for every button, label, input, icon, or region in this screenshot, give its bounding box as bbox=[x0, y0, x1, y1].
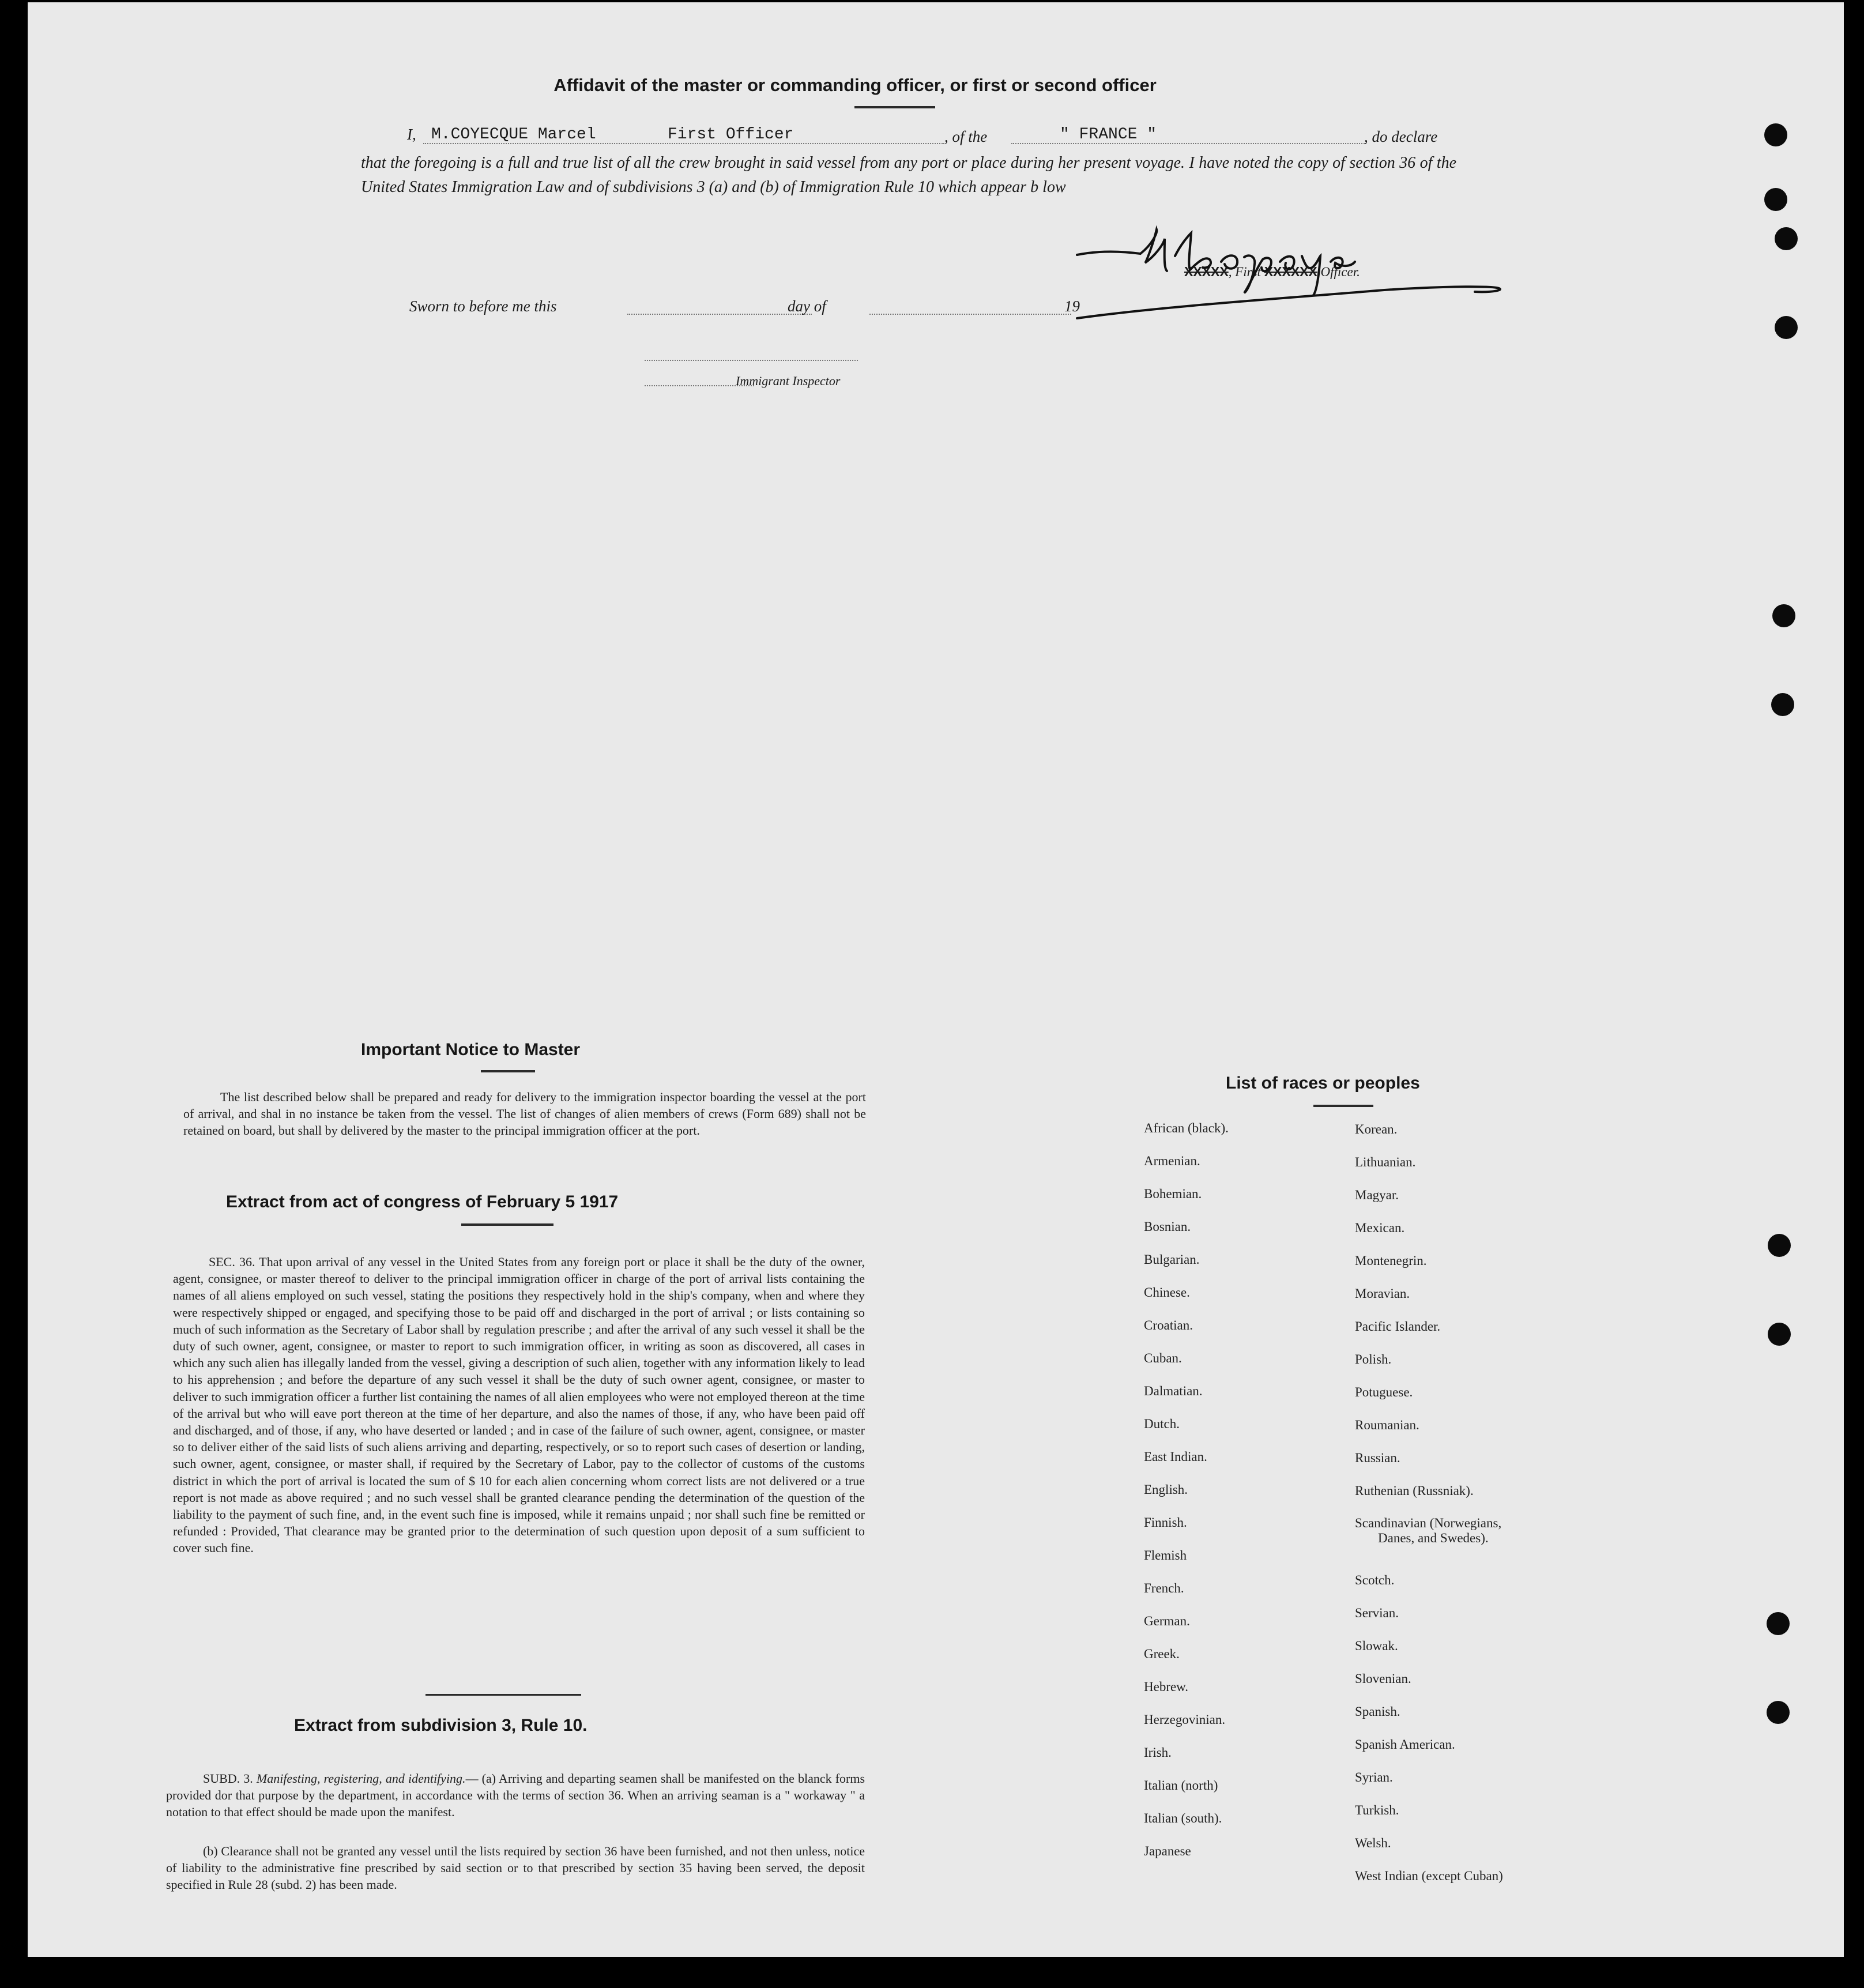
race-item: Polish. bbox=[1355, 1352, 1392, 1366]
binder-hole bbox=[1768, 1323, 1791, 1346]
race-item: Syrian. bbox=[1355, 1770, 1393, 1784]
race-item: Lithuanian. bbox=[1355, 1155, 1416, 1169]
race-item: Slovenian. bbox=[1355, 1671, 1411, 1686]
document-page bbox=[28, 2, 1844, 1957]
race-item: East Indian. bbox=[1144, 1449, 1207, 1464]
race-item: Cuban. bbox=[1144, 1351, 1182, 1365]
notice-title: Important Notice to Master bbox=[361, 1040, 581, 1059]
race-item: Potuguese. bbox=[1355, 1385, 1413, 1399]
subd-b-text: (b) Clearance shall not be granted any vessel until the lists required by section 36 have been furnished, and not then unless, notice of liability to the administrative fine prescribed by said section or to that prescribed by section 35 having been served, the deposit specified in Rule 28 (subd. 2) has been made. bbox=[166, 1844, 865, 1892]
race-item: German. bbox=[1144, 1614, 1190, 1628]
race-item: Russian. bbox=[1355, 1451, 1400, 1465]
vessel-line bbox=[1011, 143, 1366, 144]
sworn-month-line bbox=[869, 314, 1071, 315]
race-item: Bohemian. bbox=[1144, 1187, 1202, 1201]
race-item: Pacific Islander. bbox=[1355, 1319, 1441, 1334]
affidavit-body: that the foregoing is a full and true list of all the crew brought in said vessel from any port or place during her present voyage. I have noted the copy of section 36 of the United States Immigration Law and of subdivisions 3 (a) and (b) of Immigration Rule 10 which appear b low bbox=[361, 154, 1456, 196]
race-item: Finnish. bbox=[1144, 1515, 1187, 1530]
race-item: French. bbox=[1144, 1581, 1184, 1595]
officer-label: Officer. bbox=[1320, 265, 1360, 279]
race-item: Hebrew. bbox=[1144, 1680, 1189, 1694]
race-item: Chinese. bbox=[1144, 1285, 1190, 1300]
race-item: African (black). bbox=[1144, 1121, 1229, 1135]
rule-title: Extract from subdivision 3, Rule 10. bbox=[294, 1716, 588, 1735]
act-end-rule bbox=[425, 1694, 581, 1696]
race-item: Italian (north) bbox=[1144, 1778, 1218, 1793]
notice-text: The list described below shall be prepared and ready for delivery to the immigration inspector boarding the vessel at the port of arrival, and shal in no instance be taken from the vessel. The list of changes of alien members of crews (Form 689) shall not be retained on board, but shall by delivered by the master to the principal immigration officer at the port. bbox=[183, 1090, 866, 1138]
act-rule bbox=[461, 1223, 553, 1226]
declare-label: , do declare bbox=[1364, 128, 1438, 145]
act-title: Extract from act of congress of February 5 1917 bbox=[226, 1192, 619, 1211]
race-item: Danes, and Swedes). bbox=[1378, 1531, 1489, 1545]
notice-rule bbox=[481, 1070, 535, 1072]
race-item: Spanish. bbox=[1355, 1704, 1400, 1719]
year-prefix: 19 bbox=[1064, 298, 1080, 315]
subd-a-body: — (a) Arriving and departing seamen shall be manifested on the blanck forms provided dor that purpose by the department, in accordance with the terms of section 36. When an arriving seaman is a " workaway " a notation to that effect should be made upon the manifest. bbox=[166, 1771, 865, 1820]
struck-word: XXXXX bbox=[1184, 264, 1229, 279]
race-item: Moravian. bbox=[1355, 1286, 1410, 1301]
race-item: English. bbox=[1144, 1482, 1188, 1497]
signature-line bbox=[645, 360, 858, 361]
section-36-text: SEC. 36. That upon arrival of any vessel in the United States from any foreign port or place it shall be the duty of the owner, agent, consignee, or master thereof to deliver to the principal immigration officer in charge of the port of arrival lists containing the names of all aliens employed on such vessel, stating the positions they respectively hold in the ship's company, when and where they were respectively shipped or engaged, and specifying those to be paid off and discharged in the port of arrival ; or lists containing so much of such information as the Secretary of Labor shall by regulation prescribe ; and after the arrival of any such vessel it shall be the duty of such owner, agent, consignee, or master to report to such immigration officer, in writing as soon as discovered, all cases in which any such alien has illegally landed from the vessel, giving a description of such alien, together with any information likely to lead to his apprehension ; and before the departure of any such vessel it shall be the duty of such owner agent, consignee, or master to deliver to such immigration officer a further list containing the names of all alien employees who were not employed thereon at the time of the arrival but who will eave port thereon at the time of her departure, and also the names of those, if any, who have been paid off and discharged, and of those, if any, who have deserted or landed ; and in case of the failure of such owner, agent, consignee, or master so to deliver either of the said lists of such aliens arriving and departing, respectively, or so to report such cases of desertion or landing, such owner, agent, consignee, or master shall, if required by the Secretary of Labor, pay to the collector of customs of the customs district in which the port of arrival is located the sum of $ 10 for each alien concerning whom correct lists are not delivered or a true report is not made as above required ; and no such vessel shall be granted clearance pending the determination of the question of the liability to the payment of such fine, and, in the event such fine is imposed, while it remains unpaid ; nor shall such fine be remitted or refunded : Provided, That clearance may be granted prior to the determination of such question upon deposit of a sum sufficient to cover such fine. bbox=[173, 1255, 865, 1556]
race-item: Roumanian. bbox=[1355, 1418, 1419, 1432]
race-item: West Indian (except Cuban) bbox=[1355, 1869, 1503, 1883]
race-item: Dutch. bbox=[1144, 1417, 1180, 1431]
binder-hole bbox=[1764, 123, 1787, 146]
binder-hole bbox=[1767, 1612, 1790, 1635]
binder-hole bbox=[1772, 604, 1795, 627]
race-item: Flemish bbox=[1144, 1548, 1187, 1562]
race-item: Korean. bbox=[1355, 1122, 1398, 1136]
race-item: Italian (south). bbox=[1144, 1811, 1222, 1825]
master-name: M.COYECQUE Marcel bbox=[431, 126, 596, 144]
race-item: Greek. bbox=[1144, 1647, 1180, 1661]
binder-hole bbox=[1768, 1234, 1791, 1257]
name-line bbox=[423, 143, 944, 144]
race-item: Scandinavian (Norwegians, bbox=[1355, 1516, 1502, 1530]
binder-hole bbox=[1775, 227, 1798, 250]
race-item: Armenian. bbox=[1144, 1154, 1200, 1168]
officer-rank: First Officer bbox=[668, 126, 794, 144]
race-item: Welsh. bbox=[1355, 1836, 1391, 1850]
race-item: Bosnian. bbox=[1144, 1219, 1191, 1234]
of-the-label: , of the bbox=[944, 128, 988, 145]
race-item: Herzegovinian. bbox=[1144, 1712, 1226, 1727]
affidavit-title: Affidavit of the master or commanding officer, or first or second officer bbox=[553, 75, 1157, 95]
subd-heading: Manifesting, registering, and identifying. bbox=[256, 1771, 466, 1786]
race-item: Servian. bbox=[1355, 1606, 1399, 1620]
race-item: Turkish. bbox=[1355, 1803, 1399, 1817]
vessel-name: " FRANCE " bbox=[1060, 126, 1157, 144]
race-item: Croatian. bbox=[1144, 1318, 1193, 1332]
race-item: Bulgarian. bbox=[1144, 1252, 1200, 1267]
binder-hole bbox=[1771, 693, 1794, 716]
races-title: List of races or peoples bbox=[1226, 1074, 1420, 1093]
i-label: I, bbox=[407, 126, 416, 143]
races-right-column bbox=[1355, 1113, 1503, 1892]
subd-a-text bbox=[166, 1770, 865, 1821]
officer-line-first: , First bbox=[1228, 265, 1261, 279]
races-left-column bbox=[1144, 1112, 1229, 1867]
handwritten-signature bbox=[1054, 221, 1515, 331]
binder-hole bbox=[1767, 1701, 1790, 1724]
race-item: Scotch. bbox=[1355, 1573, 1395, 1587]
sworn-day-line bbox=[627, 314, 812, 315]
subd-prefix: SUBD. 3. bbox=[203, 1771, 253, 1786]
race-item: Japanese bbox=[1144, 1844, 1191, 1858]
race-item: Magyar. bbox=[1355, 1188, 1399, 1202]
binder-hole bbox=[1775, 316, 1798, 339]
races-rule bbox=[1313, 1105, 1373, 1107]
race-item: Montenegrin. bbox=[1355, 1253, 1427, 1268]
sworn-label: Sworn to before me this bbox=[409, 298, 557, 315]
struck-word: XXXXXX bbox=[1264, 264, 1317, 279]
race-item: Mexican. bbox=[1355, 1221, 1405, 1235]
binder-hole bbox=[1764, 188, 1787, 211]
title-rule bbox=[854, 106, 935, 108]
race-item: Dalmatian. bbox=[1144, 1384, 1203, 1398]
race-item: Irish. bbox=[1144, 1745, 1172, 1760]
day-of-label: day of bbox=[788, 298, 826, 315]
race-item: Ruthenian (Russniak). bbox=[1355, 1484, 1474, 1498]
race-item: Spanish American. bbox=[1355, 1737, 1455, 1752]
race-item: Slowak. bbox=[1355, 1639, 1398, 1653]
inspector-label: Immigrant Inspector bbox=[736, 374, 841, 388]
